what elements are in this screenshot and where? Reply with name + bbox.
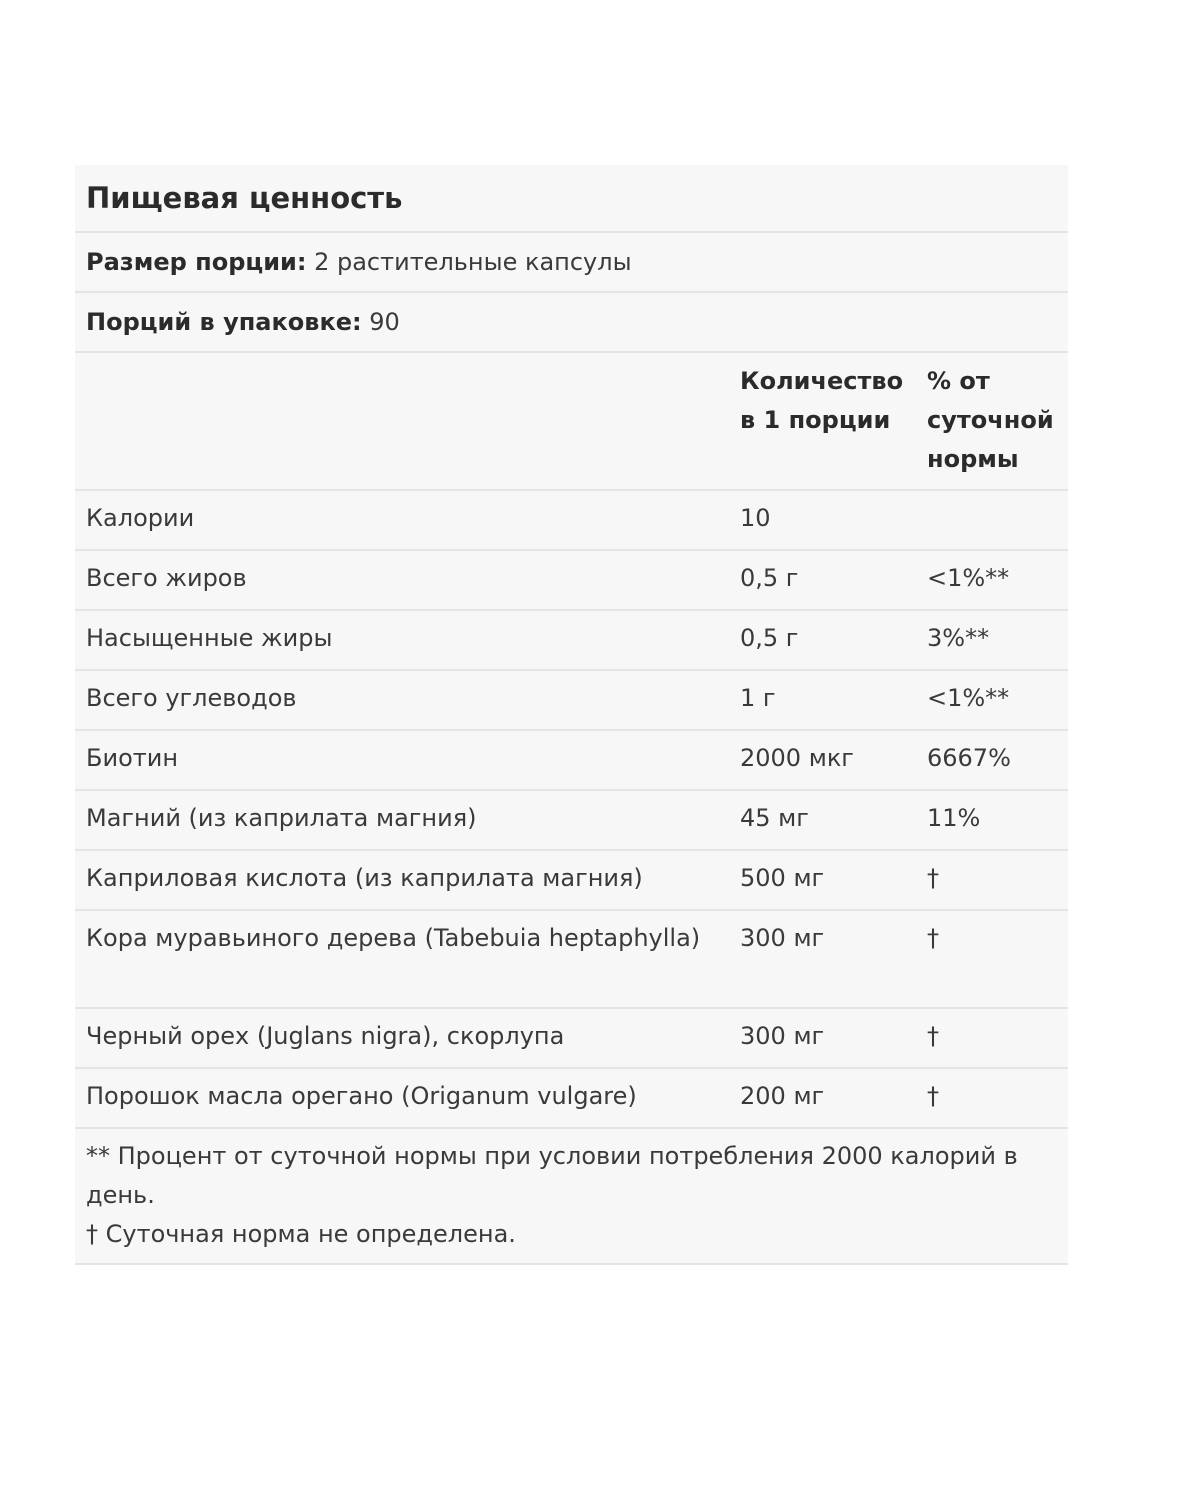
serving-size-label: Размер порции: bbox=[86, 248, 307, 276]
dv-header-line: % от bbox=[927, 367, 990, 395]
table-row bbox=[75, 1069, 1068, 1129]
dv-header-line: суточной bbox=[927, 406, 1054, 434]
table-row bbox=[75, 671, 1068, 731]
nutrient-name: Калории bbox=[86, 504, 195, 532]
nutrient-dv: † bbox=[927, 1082, 939, 1110]
panel-title: Пищевая ценность bbox=[75, 165, 1068, 233]
nutrient-name: Кора муравьиного дерева (Tabebuia heptaphylla) bbox=[86, 924, 701, 952]
nutrient-amount: 0,5 г bbox=[740, 624, 799, 652]
nutrient-name: Черный орех (Juglans nigra), скорлупа bbox=[86, 1022, 565, 1050]
nutrient-dv: 6667% bbox=[927, 744, 1011, 772]
servings-per-container-value: 90 bbox=[369, 308, 400, 336]
serving-size-row bbox=[75, 233, 1068, 293]
footnotes bbox=[75, 1129, 1068, 1265]
table-row bbox=[75, 911, 1068, 1009]
nutrient-dv: <1%** bbox=[927, 684, 1010, 712]
table-row bbox=[75, 1009, 1068, 1069]
nutrient-name: Биотин bbox=[86, 744, 179, 772]
table-row bbox=[75, 491, 1068, 551]
nutrient-amount: 300 мг bbox=[740, 1022, 825, 1050]
dv-header-line: нормы bbox=[927, 445, 1019, 473]
nutrient-name: Магний (из каприлата магния) bbox=[86, 804, 477, 832]
nutrient-dv: † bbox=[927, 864, 939, 892]
table-header bbox=[75, 353, 1068, 491]
amount-header-line: Количество bbox=[740, 367, 904, 395]
nutrition-facts-panel bbox=[75, 165, 1068, 1265]
amount-header-line: в 1 порции bbox=[740, 406, 891, 434]
nutrient-amount: 200 мг bbox=[740, 1082, 825, 1110]
table-row bbox=[75, 551, 1068, 611]
nutrient-dv: 3%** bbox=[927, 624, 990, 652]
table-row bbox=[75, 851, 1068, 911]
nutrient-amount: 10 bbox=[740, 504, 771, 532]
footnote-daily-value: ** Процент от суточной нормы при условии потребления 2000 калорий в день. bbox=[86, 1142, 1018, 1209]
nutrient-name: Каприловая кислота (из каприлата магния) bbox=[86, 864, 643, 892]
nutrient-amount: 500 мг bbox=[740, 864, 825, 892]
daily-value-column-header bbox=[927, 362, 1067, 479]
nutrient-amount: 1 г bbox=[740, 684, 776, 712]
nutrient-dv: 11% bbox=[927, 804, 981, 832]
servings-per-container-row bbox=[75, 293, 1068, 353]
servings-per-container-label: Порций в упаковке: bbox=[86, 308, 362, 336]
nutrient-dv: † bbox=[927, 924, 939, 952]
nutrient-amount: 300 мг bbox=[740, 924, 825, 952]
serving-size-value: 2 растительные капсулы bbox=[314, 248, 632, 276]
nutrient-amount: 2000 мкг bbox=[740, 744, 854, 772]
nutrient-name: Порошок масла орегано (Origanum vulgare) bbox=[86, 1082, 637, 1110]
nutrient-dv: † bbox=[927, 1022, 939, 1050]
nutrient-amount: 45 мг bbox=[740, 804, 809, 832]
table-row bbox=[75, 731, 1068, 791]
nutrient-name: Всего жиров bbox=[86, 564, 247, 592]
nutrient-dv: <1%** bbox=[927, 564, 1010, 592]
nutrient-name: Насыщенные жиры bbox=[86, 624, 333, 652]
nutrient-name: Всего углеводов bbox=[86, 684, 297, 712]
table-row bbox=[75, 791, 1068, 851]
amount-column-header bbox=[740, 362, 920, 440]
footnote-not-established: † Суточная норма не определена. bbox=[86, 1220, 516, 1248]
table-row bbox=[75, 611, 1068, 671]
nutrient-amount: 0,5 г bbox=[740, 564, 799, 592]
